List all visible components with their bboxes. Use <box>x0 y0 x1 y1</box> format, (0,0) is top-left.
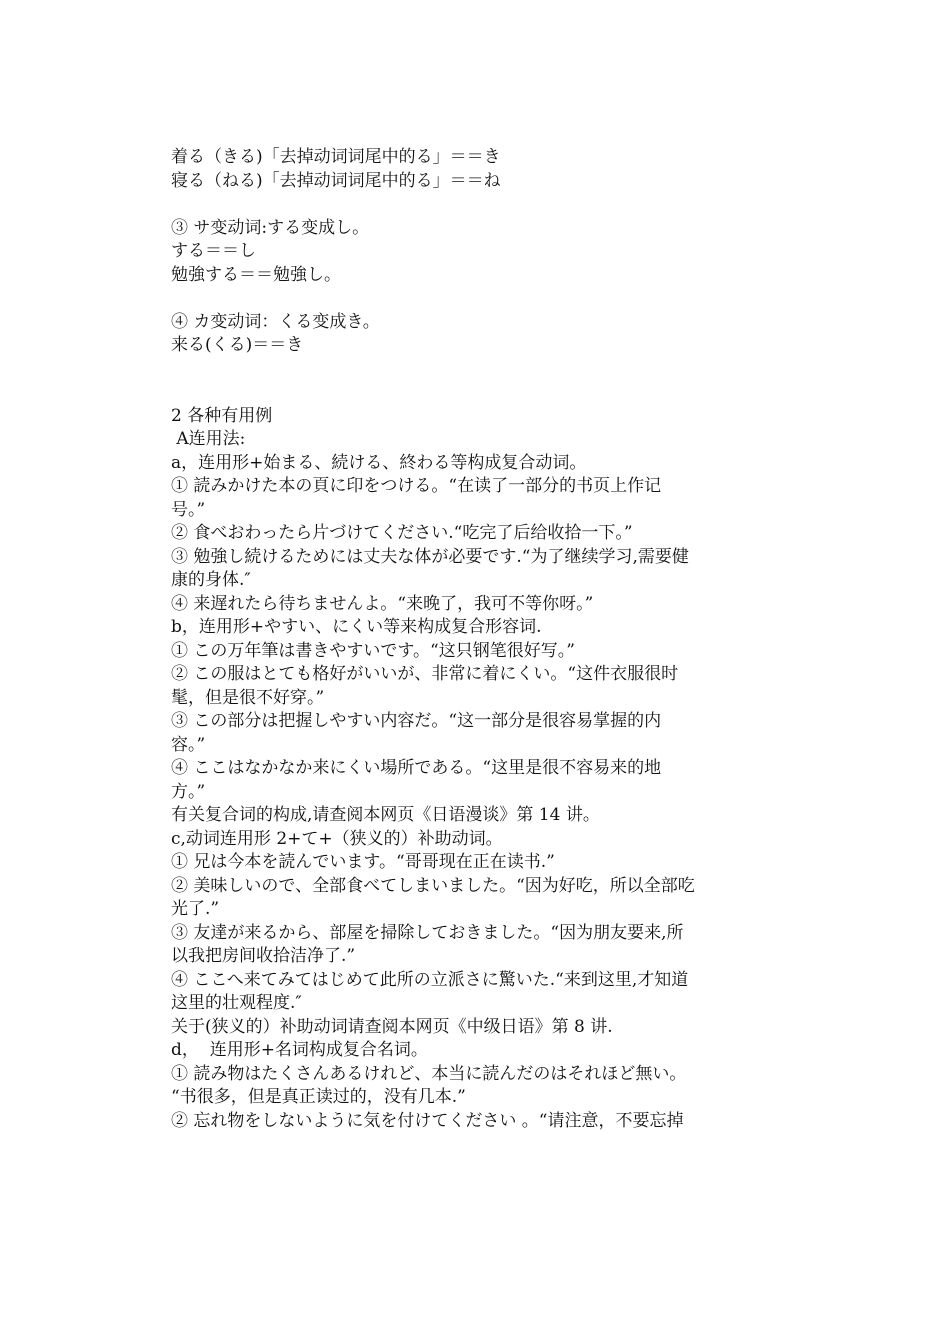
text-line: d， 连用形+名词构成复合名词。 <box>171 1040 428 1060</box>
text-line: ② 忘れ物をしないように気を付けてください 。“请注意，不要忘掉 <box>171 1110 684 1131</box>
text-line: 方。” <box>171 781 206 802</box>
text-line: ① 兄は今本を読んでいます。“哥哥现在正在读书.” <box>171 852 555 872</box>
text-line: ② 美味しいので、全部食べてしまいました。“因为好吃，所以全部吃 <box>171 875 695 896</box>
text-line: 容。” <box>171 734 206 755</box>
text-line: ③ 友達が来るから、部屋を掃除しておきました。“因为朋友要来,所 <box>171 922 684 943</box>
text-line: 光了.” <box>171 899 220 919</box>
text-line: 有关复合词的构成,请查阅本网页《日语漫谈》第 14 讲。 <box>171 805 600 825</box>
text-line: 以我把房间收拾洁净了.” <box>171 946 356 966</box>
text-line: ③ この部分は把握しやすい内容だ。“这一部分是很容易掌握的内 <box>171 711 662 731</box>
text-line: する＝＝し <box>171 241 256 261</box>
text-line: ② この服はとても格好がいいが、非常に着にくい。“这件衣服很时 <box>171 664 679 684</box>
text-line: 来る(くる)＝＝き <box>171 335 304 355</box>
blank-line <box>171 193 781 217</box>
text-line: A连用法: <box>171 429 246 449</box>
text-line: “书很多，但是真正读过的，没有几本.” <box>171 1087 466 1107</box>
text-line: 这里的壮观程度.″ <box>171 993 302 1013</box>
text-line: ③ 勉強し続けるためには丈夫な体が必要です.“为了继续学习,需要健 <box>171 546 689 567</box>
text-line: c,动词连用形 2+て+（狭义的）补助动词。 <box>171 828 503 849</box>
text-line: ② 食べおわったら片づけてください.“吃完了后给收拾一下。” <box>171 523 633 543</box>
text-line: 着る（きる)「去掉动词词尾中的る」＝＝き <box>171 147 501 167</box>
text-line: 2 各种有用例 <box>171 405 273 426</box>
text-line: ③ サ变动词:する变成し。 <box>171 217 370 238</box>
text-line: 勉強する＝＝勉強し。 <box>171 264 341 285</box>
blank-line <box>171 287 781 311</box>
text-line: ① 読み物はたくさんあるけれど、本当に読んだのはそれほど無い。 <box>171 1063 687 1084</box>
text-line: a，连用形+始まる、続ける、終わる等构成复合动词。 <box>171 452 587 473</box>
text-line: ④ 来遅れたら待ちませんよ。“来晚了，我可不等你呀。” <box>171 593 594 614</box>
text-line: 号。” <box>171 499 206 520</box>
text-line: 康的身体.″ <box>171 570 251 590</box>
text-line: 髦，但是很不好穿。” <box>171 687 325 708</box>
text-line: ④ カ变动词：くる变成き。 <box>171 311 380 332</box>
text-line: 关于(狭义的）补助动词请查阅本网页《中级日语》第 8 讲. <box>171 1016 613 1037</box>
blank-line <box>171 358 781 382</box>
text-line: ① この万年筆は書きやすいです。“这只钢笔很好写。” <box>171 640 575 661</box>
text-line: ④ ここはなかなか来にくい場所である。“这里是很不容易来的地 <box>171 758 662 778</box>
document-body <box>171 146 781 1133</box>
blank-line <box>171 381 781 405</box>
text-line: 寝る（ねる)「去掉动词词尾中的る」＝＝ね <box>171 170 501 191</box>
text-line: ① 読みかけた本の頁に印をつける。“在读了一部分的书页上作记 <box>171 476 662 496</box>
text-line: b，连用形+やすい、にくい等来构成复合形容词. <box>171 617 542 637</box>
text-line: ④ ここへ来てみてはじめて此所の立派さに驚いた.“来到这里,才知道 <box>171 969 689 990</box>
